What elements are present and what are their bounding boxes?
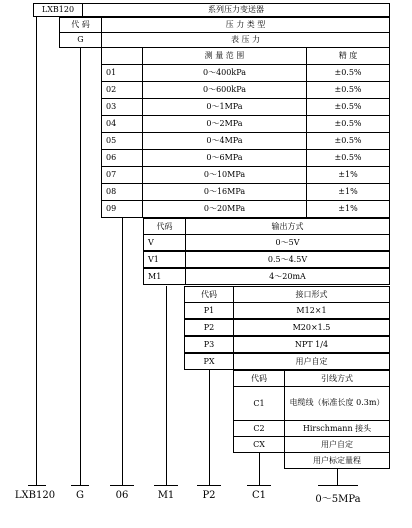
model-header: LXB120	[33, 3, 83, 17]
range-value: 0～6MPa	[142, 149, 307, 167]
output-mode: 4～20mA	[185, 268, 390, 285]
accuracy-value: ±0.5%	[306, 81, 390, 99]
accuracy-value: ±1%	[306, 166, 390, 184]
interface-code: P1	[184, 302, 234, 319]
pressure-connector-line	[80, 47, 81, 485]
pressure-code-header: 代 码	[59, 17, 102, 33]
range-value: 0～600kPa	[142, 81, 307, 99]
lead-mode: 电缆线（标准长度 0.3m）	[284, 386, 390, 421]
output-code-header: 代码	[143, 218, 186, 235]
user-range-label: 用户标定量程	[284, 452, 390, 469]
range-value: 0～400kPa	[142, 64, 307, 82]
lead-code: C1	[233, 386, 285, 421]
accuracy-value: ±1%	[306, 200, 390, 218]
lead-code: CX	[233, 436, 285, 453]
lead-code-header: 代码	[233, 370, 285, 387]
range-code: 06	[101, 149, 143, 167]
lead-connector-line	[259, 452, 260, 485]
example-interface-code: P2	[202, 490, 216, 501]
output-connector-line	[166, 286, 167, 485]
lead-mode: 用户自定	[284, 436, 390, 453]
interface-form: M20×1.5	[233, 319, 390, 336]
accuracy-value: ±1%	[306, 183, 390, 201]
example-model: LXB120	[14, 490, 56, 501]
range-value: 0～4MPa	[142, 132, 307, 150]
range-code: 09	[101, 200, 143, 218]
range-code: 05	[101, 132, 143, 150]
model-connector-line	[36, 17, 37, 485]
example-range: 0～5MPa	[315, 494, 361, 505]
pressure-type: 表 压 力	[101, 32, 390, 48]
range-value: 0～16MPa	[142, 183, 307, 201]
example-lead-code: C1	[251, 490, 266, 501]
interface-code: P2	[184, 319, 234, 336]
interface-code: P3	[184, 336, 234, 353]
interface-form-header: 接口形式	[233, 286, 390, 303]
range-code: 01	[101, 64, 143, 82]
lead-mode: Hirschmann 接头	[284, 420, 390, 437]
accuracy-header: 精 度	[306, 47, 390, 65]
output-code: V	[143, 234, 186, 251]
lead-code: C2	[233, 420, 285, 437]
interface-form: 用户自定	[233, 353, 390, 370]
interface-code: PX	[184, 353, 234, 370]
accuracy-value: ±0.5%	[306, 149, 390, 167]
pressure-type-header: 压 力 类 型	[101, 17, 390, 33]
lead-mode-header: 引线方式	[284, 370, 390, 387]
interface-form: NPT 1/4	[233, 336, 390, 353]
range-value: 0～10MPa	[142, 166, 307, 184]
interface-form: M12×1	[233, 302, 390, 319]
range-code: 04	[101, 115, 143, 133]
range-value: 0～1MPa	[142, 98, 307, 116]
range-value: 0～20MPa	[142, 200, 307, 218]
user-range-connector-line	[337, 469, 338, 485]
example-pressure-code: G	[76, 490, 84, 501]
range-code: 07	[101, 166, 143, 184]
example-output-code: M1	[157, 490, 175, 501]
range-code: 08	[101, 183, 143, 201]
output-mode-header: 输出方式	[185, 218, 390, 235]
accuracy-value: ±0.5%	[306, 64, 390, 82]
interface-connector-line	[209, 370, 210, 485]
interface-code-header: 代码	[184, 286, 234, 303]
output-code: M1	[143, 268, 186, 285]
accuracy-value: ±0.5%	[306, 132, 390, 150]
example-range-code: 06	[115, 490, 129, 501]
accuracy-value: ±0.5%	[306, 98, 390, 116]
table-title: 系列压力变送器	[82, 3, 390, 17]
output-mode: 0～5V	[185, 234, 390, 251]
output-code: V1	[143, 251, 186, 268]
range-code: 03	[101, 98, 143, 116]
range-connector-line	[122, 218, 123, 485]
output-mode: 0.5～4.5V	[185, 251, 390, 268]
accuracy-value: ±0.5%	[306, 115, 390, 133]
range-code-header	[101, 47, 143, 65]
range-value: 0～2MPa	[142, 115, 307, 133]
pressure-code: G	[59, 32, 102, 48]
range-header: 测 量 范 围	[142, 47, 307, 65]
range-code: 02	[101, 81, 143, 99]
